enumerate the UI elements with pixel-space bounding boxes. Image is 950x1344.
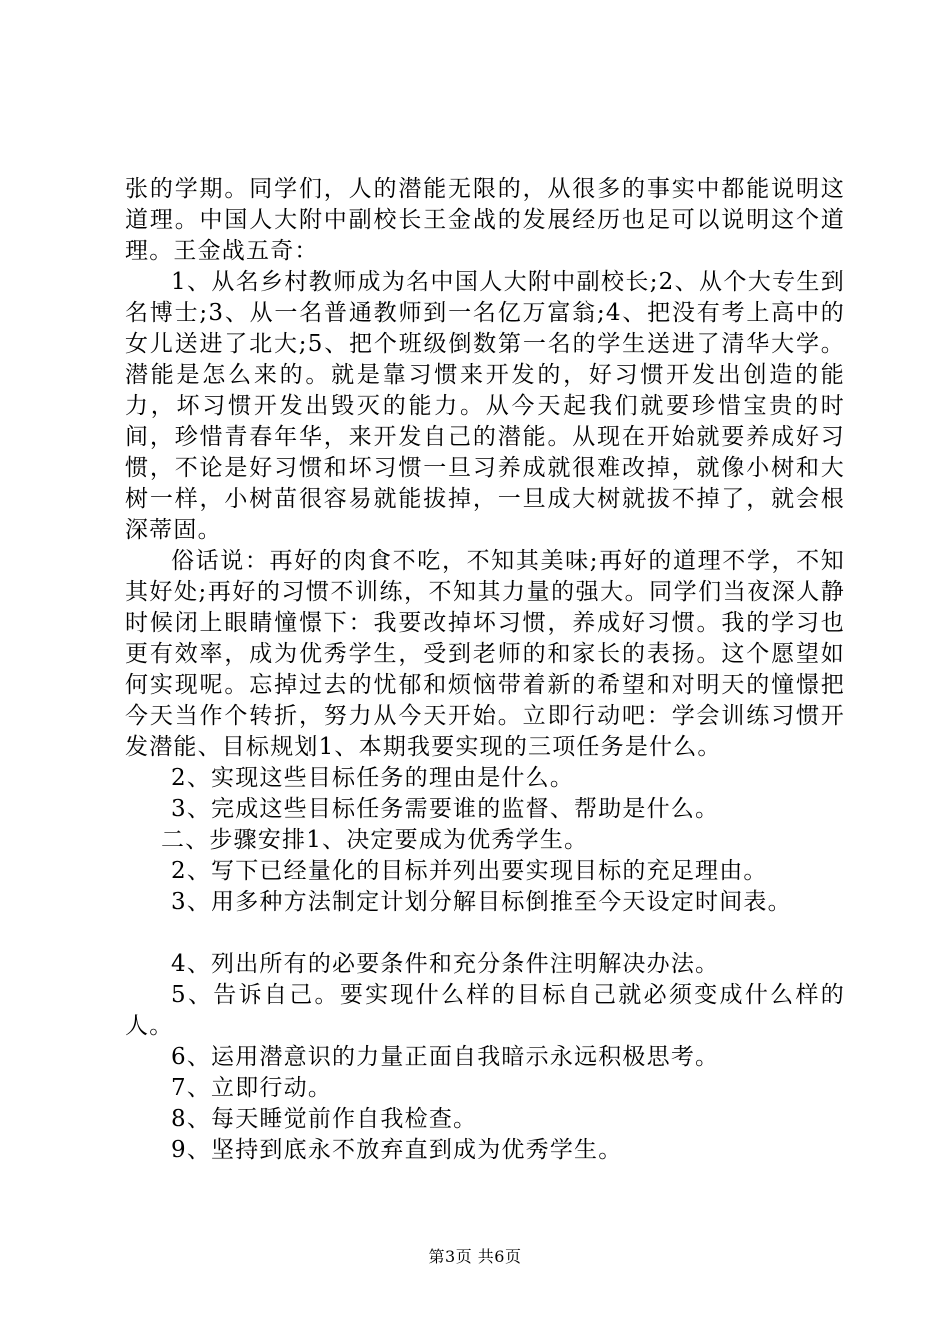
list-item-goal-2: 2、实现这些目标任务的理由是什么。 bbox=[171, 765, 575, 791]
list-item-step-4: 4、列出所有的必要条件和充分条件注明解决办法。 bbox=[171, 951, 720, 977]
paragraph-proverb: 俗话说：再好的肉食不吃，不知其美味;再好的道理不学，不知其好处;再好的习惯不训练，不知其力量的强大。同学们当夜深人静时候闭上眼睛憧憬下：我要改掉坏习惯，养成好习惯。我的学习也更有效率，成为优秀学生，受到老师的和家长的表扬。这个愿望如何实现呢。忘掉过去的忧郁和烦恼带着新的希望和对明天的憧憬把今天当作个转折，努力从今天开始。立即行动吧：学会训练习惯开发潜能、目标规划1、本期我要实现的三项任务是什么。 bbox=[125, 548, 845, 760]
document-body bbox=[125, 174, 845, 1166]
list-item-step-6: 6、运用潜意识的力量正面自我暗示永远积极思考。 bbox=[171, 1044, 720, 1070]
paragraph-gap bbox=[125, 918, 845, 949]
list-item-step-9: 9、坚持到底永不放弃直到成为优秀学生。 bbox=[171, 1137, 623, 1163]
paragraph-five-wonders: 1、从名乡村教师成为名中国人大附中副校长;2、从个大专生到名博士;3、从一名普通教师到一名亿万富翁;4、把没有考上高中的女儿送进了北大;5、把个班级倒数第一名的学生送进了清华大学。潜能是怎么来的。就是靠习惯来开发的，好习惯开发出创造的能力，坏习惯开发出毁灭的能力。从今天起我们就要珍惜宝贵的时间，珍惜青春年华，来开发自己的潜能。从现在开始就要养成好习惯，不论是好习惯和坏习惯一旦习养成就很难改掉，就像小树和大树一样，小树苗很容易就能拔掉，一旦成大树就拔不掉了，就会根深蒂固。 bbox=[125, 269, 845, 543]
list-item-step-8: 8、每天睡觉前作自我检查。 bbox=[171, 1106, 478, 1132]
paragraph-continuation: 张的学期。同学们，人的潜能无限的，从很多的事实中都能说明这道理。中国人大附中副校长王金战的发展经历也足可以说明这个道理。王金战五奇： bbox=[125, 176, 845, 264]
section-heading-steps: 二、步骤安排1、决定要成为优秀学生。 bbox=[161, 827, 589, 853]
list-item-step-5: 5、告诉自己。要实现什么样的目标自己就必须变成什么样的人。 bbox=[125, 982, 845, 1039]
list-item-step-7: 7、立即行动。 bbox=[171, 1075, 333, 1101]
list-item-step-3: 3、用多种方法制定计划分解目标倒推至今天设定时间表。 bbox=[171, 889, 792, 915]
list-item-goal-3: 3、完成这些目标任务需要谁的监督、帮助是什么。 bbox=[171, 796, 720, 822]
list-item-step-2: 2、写下已经量化的目标并列出要实现目标的充足理由。 bbox=[171, 858, 768, 884]
page-number-footer: 第3页 共6页 bbox=[428, 1247, 522, 1266]
